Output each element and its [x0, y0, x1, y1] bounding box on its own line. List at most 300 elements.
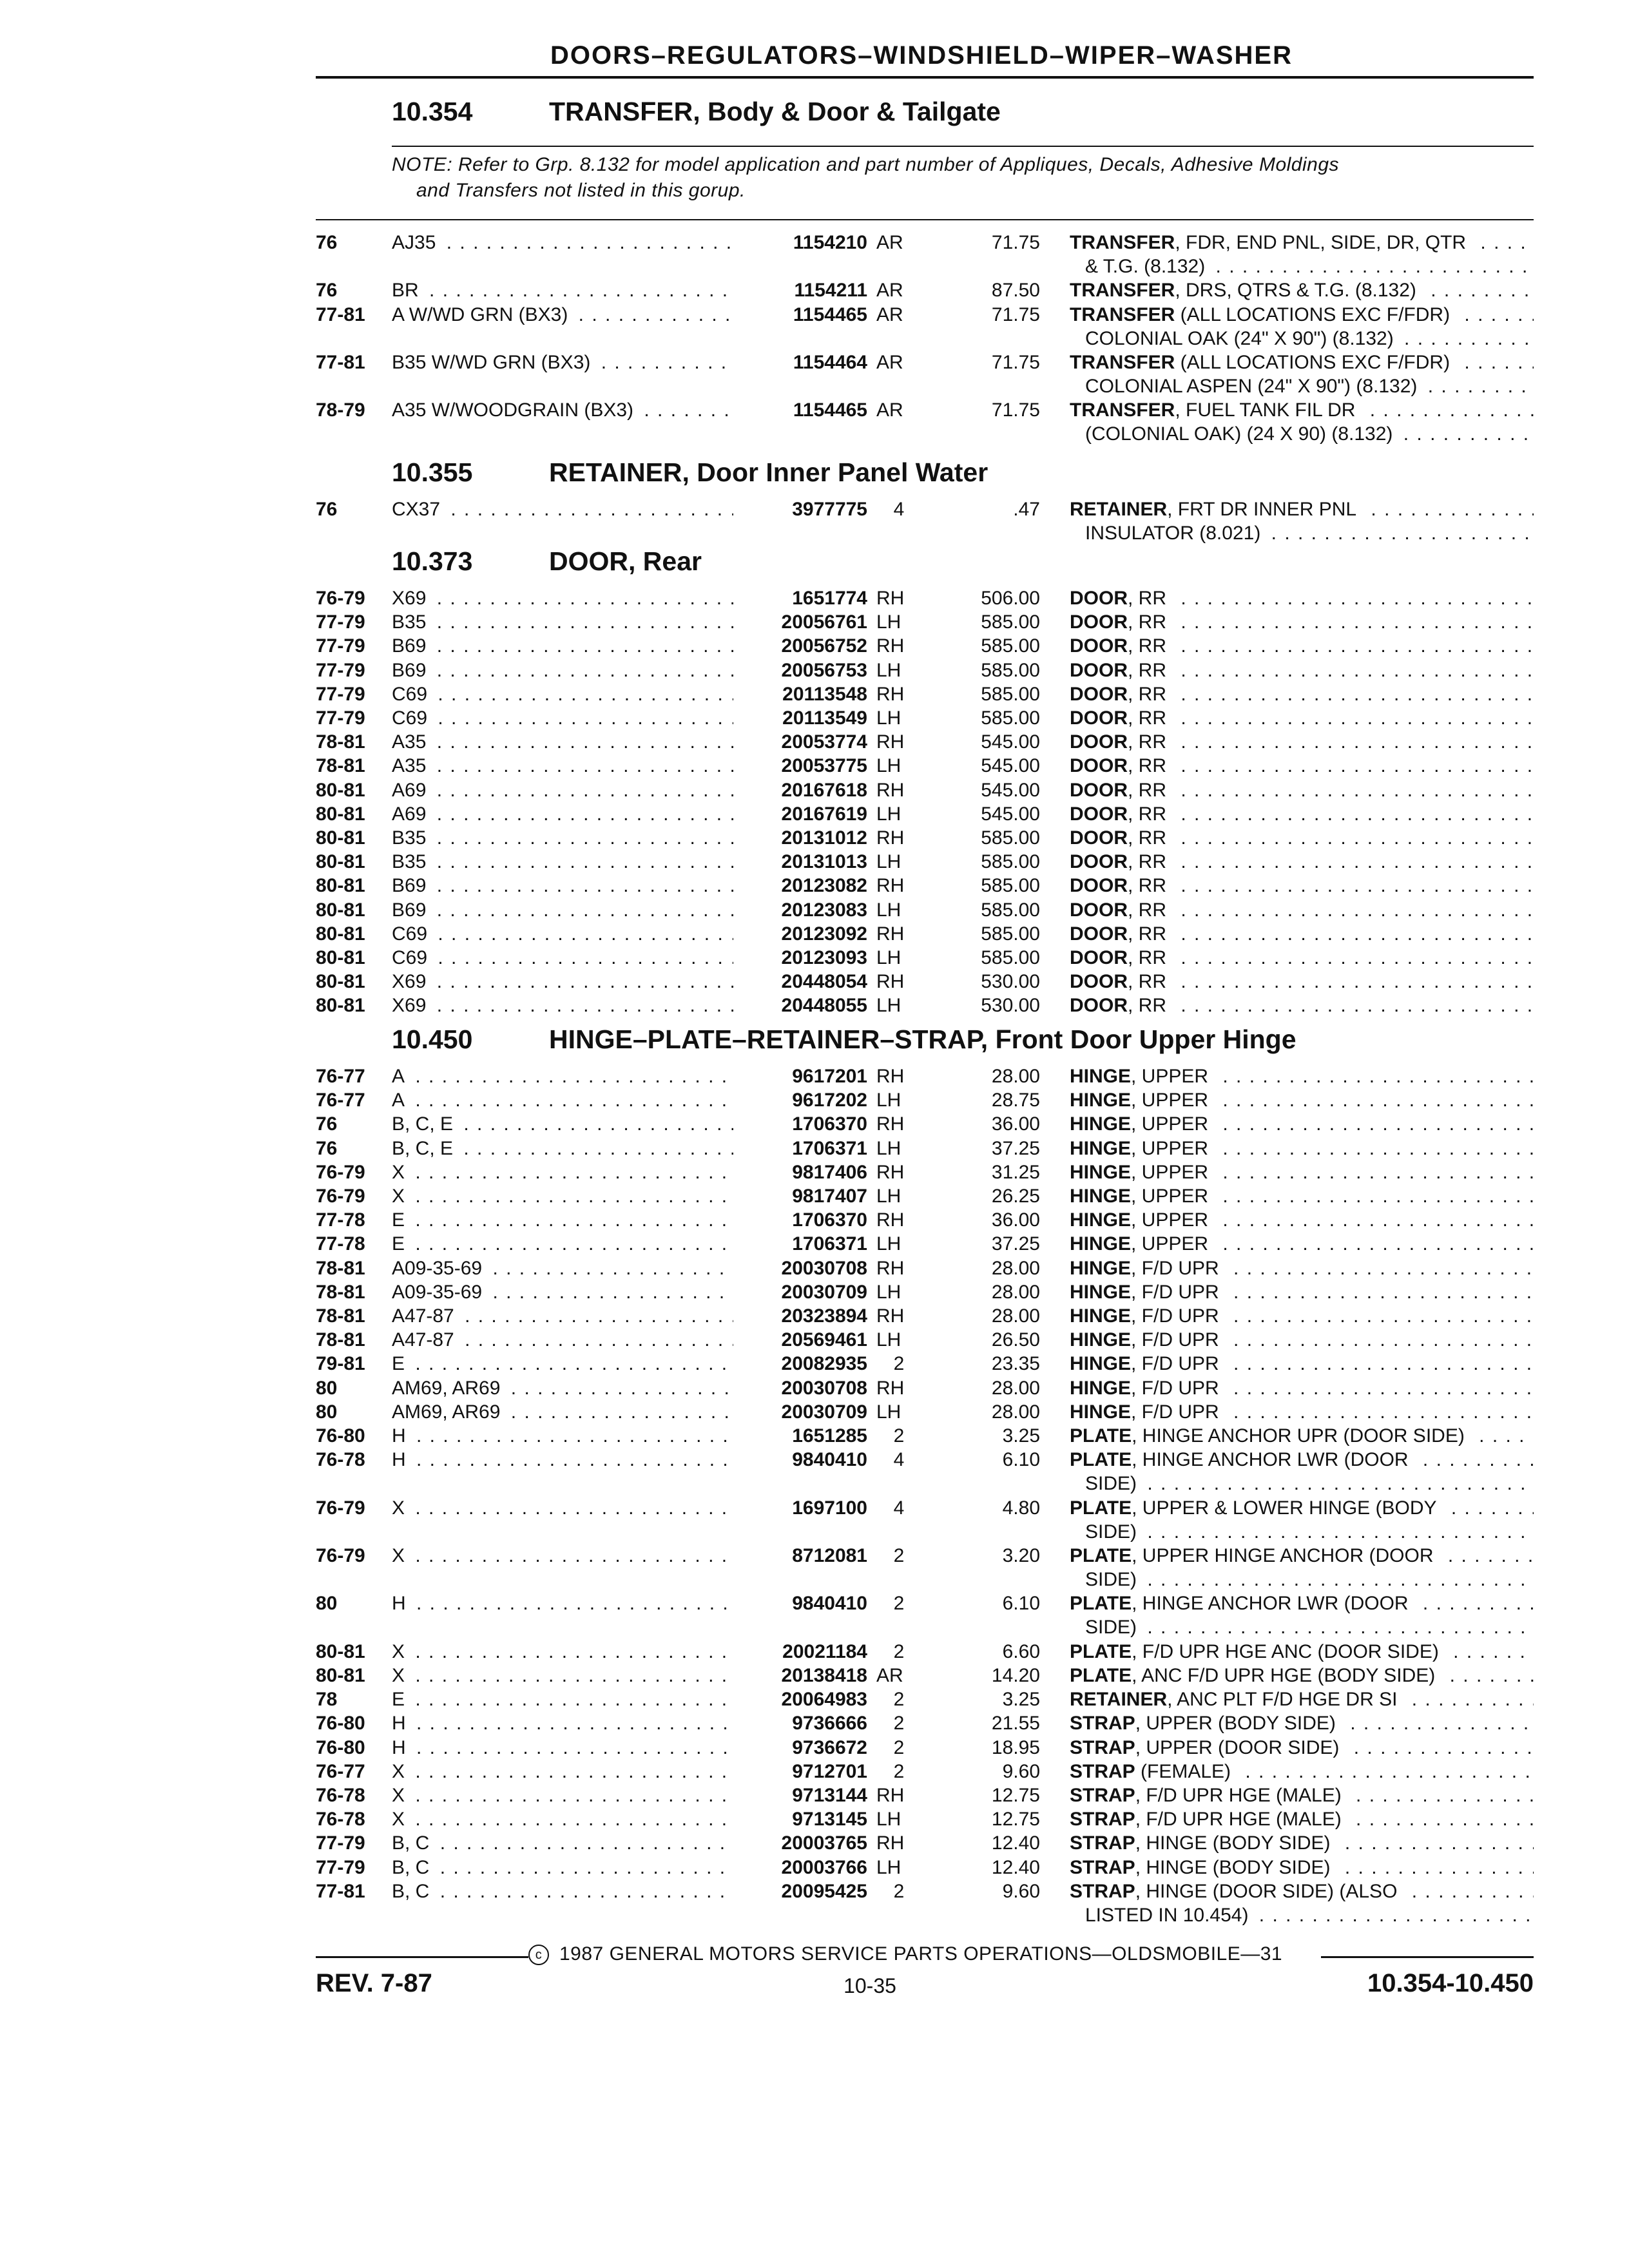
description-cell	[1070, 1591, 1534, 1639]
description-cell	[1070, 1687, 1534, 1711]
model-text: X	[392, 1497, 409, 1519]
description-detail: , FRT DR INNER PNL	[1167, 499, 1360, 520]
description-detail: , UPPER HINGE ANCHOR (DOOR	[1132, 1545, 1437, 1566]
description-detail: , F/D UPR HGE (MALE)	[1135, 1785, 1345, 1806]
quantity-cell: LH	[876, 1329, 901, 1351]
description-keyword: DOOR	[1070, 635, 1128, 657]
price-cell: 37.25	[991, 1137, 1040, 1159]
description-cell	[1070, 1304, 1534, 1328]
description-line-2	[1070, 422, 1534, 446]
model-cell	[392, 1544, 733, 1568]
description-line	[1070, 802, 1534, 826]
description-keyword: PLATE	[1070, 1497, 1132, 1519]
description-keyword: DOOR	[1070, 947, 1128, 968]
section-heading	[392, 457, 988, 488]
description-text	[1070, 1162, 1216, 1183]
description-detail: (FEMALE)	[1135, 1761, 1235, 1782]
description-detail: , UPPER	[1131, 1090, 1212, 1111]
description-keyword: PLATE	[1070, 1593, 1132, 1615]
part-number-cell: 1651774	[792, 588, 867, 609]
part-number-cell: 1697100	[792, 1497, 867, 1519]
description-text	[1070, 1593, 1416, 1614]
description-line	[1070, 970, 1534, 994]
description-detail: , RR	[1128, 899, 1170, 921]
price-cell: 12.40	[991, 1856, 1040, 1878]
description-line	[1070, 1783, 1534, 1807]
description-keyword: HINGE	[1070, 1090, 1132, 1111]
section-number: 10.450	[392, 1024, 473, 1054]
description-detail: , UPPER	[1131, 1186, 1212, 1207]
description-text	[1070, 1066, 1216, 1087]
description-detail: , ANC F/D UPR HGE (BODY SIDE)	[1132, 1665, 1439, 1686]
description-cell	[1070, 1736, 1534, 1760]
price-cell: 585.00	[981, 683, 1040, 705]
note	[392, 152, 1545, 204]
description-line	[1070, 1736, 1534, 1760]
description-continuation: COLONIAL ASPEN (24" X 90") (8.132)	[1085, 376, 1421, 397]
quantity-cell: RH	[876, 1209, 905, 1231]
description-continuation: LISTED IN 10.454)	[1085, 1905, 1252, 1926]
model-text: B, C	[392, 1832, 433, 1854]
description-detail: , HINGE ANCHOR LWR (DOOR	[1132, 1449, 1412, 1470]
description-text	[1070, 232, 1474, 253]
price-cell: 585.00	[981, 851, 1040, 873]
description-text	[1070, 1689, 1405, 1710]
model-cell	[392, 231, 733, 255]
description-text	[1070, 1713, 1344, 1734]
quantity-cell: AR	[876, 280, 903, 302]
description-detail: , UPPER (DOOR SIDE)	[1135, 1737, 1344, 1758]
quantity-cell: RH	[876, 1785, 905, 1806]
section-title: HINGE–PLATE–RETAINER–STRAP, Front Door Upper Hinge	[549, 1024, 1296, 1054]
model-cell	[392, 850, 733, 874]
top-rule	[316, 76, 1534, 79]
year-cell: 80	[316, 1401, 338, 1423]
description-text	[1070, 1761, 1239, 1782]
description-line	[1070, 754, 1534, 778]
description-text	[1070, 684, 1174, 705]
part-number-cell: 20030708	[781, 1377, 867, 1399]
model-text: A35 W/WOODGRAIN (BX3)	[392, 399, 637, 421]
price-cell: 26.50	[991, 1329, 1040, 1351]
year-cell: 77-81	[316, 1880, 365, 1902]
year-cell: 76-78	[316, 1449, 365, 1471]
description-text	[1070, 1449, 1416, 1470]
quantity-cell: LH	[876, 899, 901, 921]
description-keyword: HINGE	[1070, 1066, 1132, 1087]
model-cell	[392, 1448, 733, 1472]
description-detail: , F/D UPR	[1131, 1282, 1223, 1303]
model-cell	[392, 1711, 733, 1735]
year-cell: 76	[316, 232, 338, 253]
year-cell: 76-80	[316, 1736, 365, 1758]
description-line	[1070, 1352, 1534, 1376]
description-cell	[1070, 826, 1534, 850]
description-line	[1070, 278, 1534, 302]
description-line	[1070, 1807, 1534, 1831]
part-number-cell: 9840410	[792, 1593, 867, 1615]
description-detail: , RR	[1128, 875, 1170, 896]
table-row	[0, 1591, 1629, 1639]
description-cell	[1070, 1640, 1534, 1664]
model-cell	[392, 1184, 733, 1208]
description-continuation: SIDE)	[1085, 1569, 1141, 1590]
part-number-cell: 20056752	[781, 635, 867, 657]
quantity-cell: 2	[893, 1640, 905, 1662]
year-cell: 76-80	[316, 1425, 365, 1446]
part-number-cell: 20053775	[781, 755, 867, 777]
part-number-cell: 9713144	[792, 1785, 867, 1806]
part-number-cell: 1706370	[792, 1209, 867, 1231]
section-number: 10.355	[392, 457, 473, 487]
quantity-cell: 4	[893, 1497, 905, 1519]
part-number-cell: 1154211	[794, 280, 867, 302]
description-cell	[1070, 1544, 1534, 1591]
description-keyword: PLATE	[1070, 1449, 1132, 1471]
quantity-cell: RH	[876, 1066, 905, 1087]
year-cell: 76-79	[316, 1545, 365, 1566]
description-text	[1070, 1113, 1216, 1135]
description-cell	[1070, 1879, 1534, 1927]
model-text: X	[392, 1809, 409, 1830]
price-cell: 9.60	[1002, 1760, 1040, 1782]
description-line	[1070, 850, 1534, 874]
model-cell	[392, 826, 733, 850]
description-cell	[1070, 706, 1534, 730]
quantity-cell: RH	[876, 923, 905, 945]
price-cell: .47	[1013, 499, 1040, 520]
description-detail: (ALL LOCATIONS EXC F/FDR)	[1175, 304, 1454, 325]
quantity-cell: RH	[876, 875, 905, 897]
price-cell: 18.95	[991, 1736, 1040, 1758]
description-text	[1070, 1785, 1349, 1806]
model-cell	[392, 634, 733, 658]
model-text: A	[392, 1090, 409, 1111]
description-text	[1070, 707, 1174, 729]
model-text: BR	[392, 280, 423, 301]
description-keyword: TRANSFER	[1070, 352, 1175, 373]
part-number-cell: 20021184	[782, 1640, 867, 1662]
note-line-1: NOTE: Refer to Grp. 8.132 for model application and part number of Appliques, Decals, Adhesive Moldings	[392, 154, 1340, 175]
description-line	[1070, 946, 1534, 970]
description-line	[1070, 682, 1534, 706]
description-cell	[1070, 730, 1534, 754]
model-cell	[392, 497, 733, 521]
model-text: A35	[392, 731, 430, 753]
year-cell: 77-81	[316, 352, 365, 373]
price-cell: 3.20	[1002, 1545, 1040, 1566]
description-text	[1070, 899, 1174, 921]
model-text: B69	[392, 660, 430, 681]
quantity-cell: LH	[876, 1281, 901, 1303]
description-continuation: COLONIAL OAK (24" X 90") (8.132)	[1085, 328, 1398, 349]
description-cell	[1070, 1232, 1534, 1256]
description-text	[1070, 827, 1174, 849]
quantity-cell: 2	[893, 1880, 905, 1902]
model-text: A35	[392, 755, 430, 776]
description-text	[1070, 352, 1458, 373]
model-cell	[392, 778, 733, 802]
description-text	[1070, 1305, 1227, 1327]
quantity-cell: AR	[876, 399, 903, 421]
quantity-cell: 2	[893, 1545, 905, 1566]
price-cell: 9.60	[1002, 1880, 1040, 1902]
description-keyword: HINGE	[1070, 1186, 1132, 1207]
description-keyword: HINGE	[1070, 1233, 1132, 1255]
description-line	[1070, 1831, 1534, 1855]
description-line	[1070, 1376, 1534, 1400]
description-text	[1070, 635, 1174, 657]
model-text: B, C, E	[392, 1138, 457, 1159]
description-line	[1070, 1760, 1534, 1783]
model-cell	[392, 874, 733, 898]
description-cell	[1070, 1448, 1534, 1495]
model-text: E	[392, 1233, 409, 1254]
description-cell	[1070, 1831, 1534, 1855]
description-detail: , HINGE (BODY SIDE)	[1135, 1857, 1335, 1878]
quantity-cell: LH	[876, 611, 901, 633]
model-cell	[392, 1352, 733, 1376]
price-cell: 12.75	[991, 1809, 1040, 1831]
description-line-2	[1070, 374, 1534, 398]
year-cell: 76-80	[316, 1713, 365, 1735]
model-cell	[392, 303, 733, 327]
description-text	[1070, 731, 1174, 753]
year-cell: 76-78	[316, 1785, 365, 1806]
description-keyword: HINGE	[1070, 1329, 1132, 1351]
part-number-cell: 1154464	[793, 352, 867, 373]
quantity-cell: 2	[893, 1760, 905, 1782]
description-line	[1070, 1208, 1534, 1232]
description-cell	[1070, 1064, 1534, 1088]
model-text: B35 W/WD GRN (BX3)	[392, 352, 594, 373]
price-cell: 28.00	[991, 1305, 1040, 1327]
description-detail: , RR	[1128, 755, 1170, 776]
model-text: X69	[392, 971, 430, 992]
copyright-icon: c	[528, 1945, 549, 1965]
description-text	[1070, 1832, 1338, 1854]
model-cell	[392, 1664, 733, 1687]
model-cell	[392, 1137, 733, 1160]
description-keyword: HINGE	[1070, 1305, 1132, 1327]
description-keyword: HINGE	[1070, 1377, 1132, 1399]
description-cell	[1070, 1352, 1534, 1376]
description-detail: , RR	[1128, 947, 1170, 968]
description-detail: , RR	[1128, 971, 1170, 992]
description-text	[1070, 1809, 1349, 1830]
description-text	[1070, 1401, 1227, 1423]
quantity-cell: RH	[876, 1113, 905, 1135]
model-text: X69	[392, 995, 430, 1016]
model-text: A	[392, 1066, 409, 1087]
part-number-cell: 20030709	[781, 1401, 867, 1423]
model-text: A09-35-69	[392, 1282, 486, 1303]
quantity-cell: RH	[876, 1305, 905, 1327]
description-detail: , F/D UPR	[1131, 1401, 1223, 1423]
part-number-cell: 20131013	[781, 851, 867, 873]
description-text	[1070, 803, 1174, 825]
model-cell	[392, 610, 733, 634]
section-number: 10.354	[392, 97, 473, 126]
price-cell: 14.20	[991, 1665, 1040, 1686]
description-text	[1070, 1545, 1441, 1566]
model-text: X	[392, 1186, 409, 1207]
model-cell	[392, 1856, 733, 1879]
description-detail: , UPPER & LOWER HINGE (BODY	[1132, 1497, 1440, 1519]
quantity-cell: LH	[876, 1856, 901, 1878]
model-cell	[392, 1112, 733, 1136]
part-number-cell: 9713145	[792, 1809, 867, 1831]
description-text	[1070, 1258, 1227, 1279]
part-number-cell: 20030709	[781, 1281, 867, 1303]
year-cell: 76	[316, 499, 338, 520]
description-detail: , HINGE ANCHOR UPR (DOOR SIDE)	[1132, 1425, 1469, 1446]
price-cell: 26.25	[991, 1186, 1040, 1207]
model-cell	[392, 1376, 733, 1400]
model-text: A09-35-69	[392, 1258, 486, 1279]
description-line	[1070, 658, 1534, 682]
model-cell	[392, 278, 733, 302]
quantity-cell: 2	[893, 1593, 905, 1615]
description-line	[1070, 706, 1534, 730]
description-keyword: STRAP	[1070, 1713, 1135, 1735]
description-continuation: & T.G. (8.132)	[1085, 256, 1209, 277]
description-cell	[1070, 754, 1534, 778]
year-cell: 76-79	[316, 1497, 365, 1519]
description-detail: , FUEL TANK FIL DR	[1175, 399, 1359, 421]
part-number-cell: 20053774	[781, 731, 867, 753]
description-detail: , UPPER	[1131, 1066, 1212, 1087]
description-text	[1070, 1329, 1227, 1350]
table-row	[0, 231, 1629, 278]
year-cell: 77-79	[316, 1856, 365, 1878]
description-detail: (ALL LOCATIONS EXC F/FDR)	[1175, 352, 1454, 373]
description-cell	[1070, 1376, 1534, 1400]
description-cell	[1070, 1711, 1534, 1735]
description-text	[1070, 399, 1363, 421]
model-text: X	[392, 1545, 409, 1566]
description-line	[1070, 586, 1534, 610]
description-text	[1070, 1737, 1347, 1758]
part-number-cell: 9817406	[792, 1161, 867, 1183]
description-cell	[1070, 1208, 1534, 1232]
description-keyword: STRAP	[1070, 1832, 1135, 1854]
quantity-cell: LH	[876, 1809, 901, 1831]
part-number-cell: 1154210	[793, 232, 867, 253]
year-cell: 76-78	[316, 1809, 365, 1831]
description-detail: , RR	[1128, 588, 1170, 609]
description-cell	[1070, 898, 1534, 922]
description-line	[1070, 1664, 1534, 1687]
model-text: X	[392, 1761, 409, 1782]
description-detail: , RR	[1128, 707, 1170, 729]
part-number-cell: 1706370	[792, 1113, 867, 1135]
copyright-text: 1987 GENERAL MOTORS SERVICE PARTS OPERATIONS—OLDSMOBILE—31	[559, 1943, 1283, 1965]
price-cell: 28.00	[991, 1257, 1040, 1279]
part-number-cell: 20131012	[781, 827, 867, 849]
description-text	[1070, 1378, 1227, 1399]
description-text	[1070, 660, 1174, 681]
year-cell: 76-77	[316, 1090, 365, 1111]
year-cell: 76-77	[316, 1760, 365, 1782]
table-rule	[316, 219, 1534, 220]
quantity-cell: LH	[876, 1186, 901, 1207]
model-cell	[392, 1064, 733, 1088]
year-cell: 78-81	[316, 1281, 365, 1303]
part-number-cell: 9617201	[792, 1066, 867, 1087]
year-cell: 78-81	[316, 1257, 365, 1279]
part-number-cell: 20167619	[781, 803, 867, 825]
model-text: H	[392, 1425, 410, 1446]
description-detail: , RR	[1128, 731, 1170, 753]
part-number-cell: 20167618	[781, 779, 867, 801]
description-text	[1070, 995, 1174, 1016]
model-text: AJ35	[392, 232, 439, 253]
description-line	[1070, 730, 1534, 754]
description-line	[1070, 1137, 1534, 1160]
price-cell: 506.00	[981, 588, 1040, 609]
part-number-cell: 9736666	[792, 1713, 867, 1735]
description-text	[1070, 1138, 1216, 1159]
description-line	[1070, 610, 1534, 634]
description-detail: , UPPER	[1131, 1209, 1212, 1231]
description-continuation: INSULATOR (8.021)	[1085, 523, 1264, 544]
description-detail: , F/D UPR	[1131, 1378, 1223, 1399]
year-cell: 76	[316, 1113, 338, 1135]
description-cell	[1070, 1400, 1534, 1424]
model-cell	[392, 1424, 733, 1448]
model-cell	[392, 706, 733, 730]
part-number-cell: 20030708	[781, 1257, 867, 1279]
price-cell: 3.25	[1002, 1689, 1040, 1711]
part-number-cell: 8712081	[792, 1545, 867, 1566]
description-detail: , DRS, QTRS & T.G. (8.132)	[1175, 280, 1420, 301]
description-keyword: DOOR	[1070, 923, 1128, 945]
year-cell: 76-79	[316, 1161, 365, 1183]
description-detail: , UPPER	[1131, 1138, 1212, 1159]
description-line	[1070, 1544, 1534, 1568]
quantity-cell: LH	[876, 755, 901, 777]
part-number-cell: 1706371	[792, 1137, 867, 1159]
description-text	[1070, 875, 1174, 896]
model-text: AM69, AR69	[392, 1378, 504, 1399]
description-line	[1070, 1160, 1534, 1184]
section-heading	[392, 97, 1001, 127]
model-cell	[392, 1591, 733, 1615]
year-cell: 80-81	[316, 1640, 365, 1662]
description-line-2	[1070, 1903, 1534, 1927]
description-line	[1070, 826, 1534, 850]
description-text	[1070, 1425, 1472, 1446]
model-text: X69	[392, 588, 430, 609]
description-cell	[1070, 970, 1534, 994]
description-line	[1070, 898, 1534, 922]
quantity-cell: RH	[876, 779, 905, 801]
model-text: A69	[392, 803, 430, 825]
part-number-cell: 20448055	[781, 995, 867, 1017]
model-cell	[392, 970, 733, 994]
price-cell: 28.00	[991, 1066, 1040, 1087]
part-number-cell: 1154465	[793, 399, 867, 421]
description-text	[1070, 588, 1174, 609]
description-cell	[1070, 351, 1534, 398]
year-cell: 77-79	[316, 659, 365, 681]
model-cell	[392, 658, 733, 682]
description-keyword: STRAP	[1070, 1809, 1135, 1831]
description-keyword: DOOR	[1070, 755, 1128, 777]
description-keyword: PLATE	[1070, 1545, 1132, 1566]
model-cell	[392, 398, 733, 422]
